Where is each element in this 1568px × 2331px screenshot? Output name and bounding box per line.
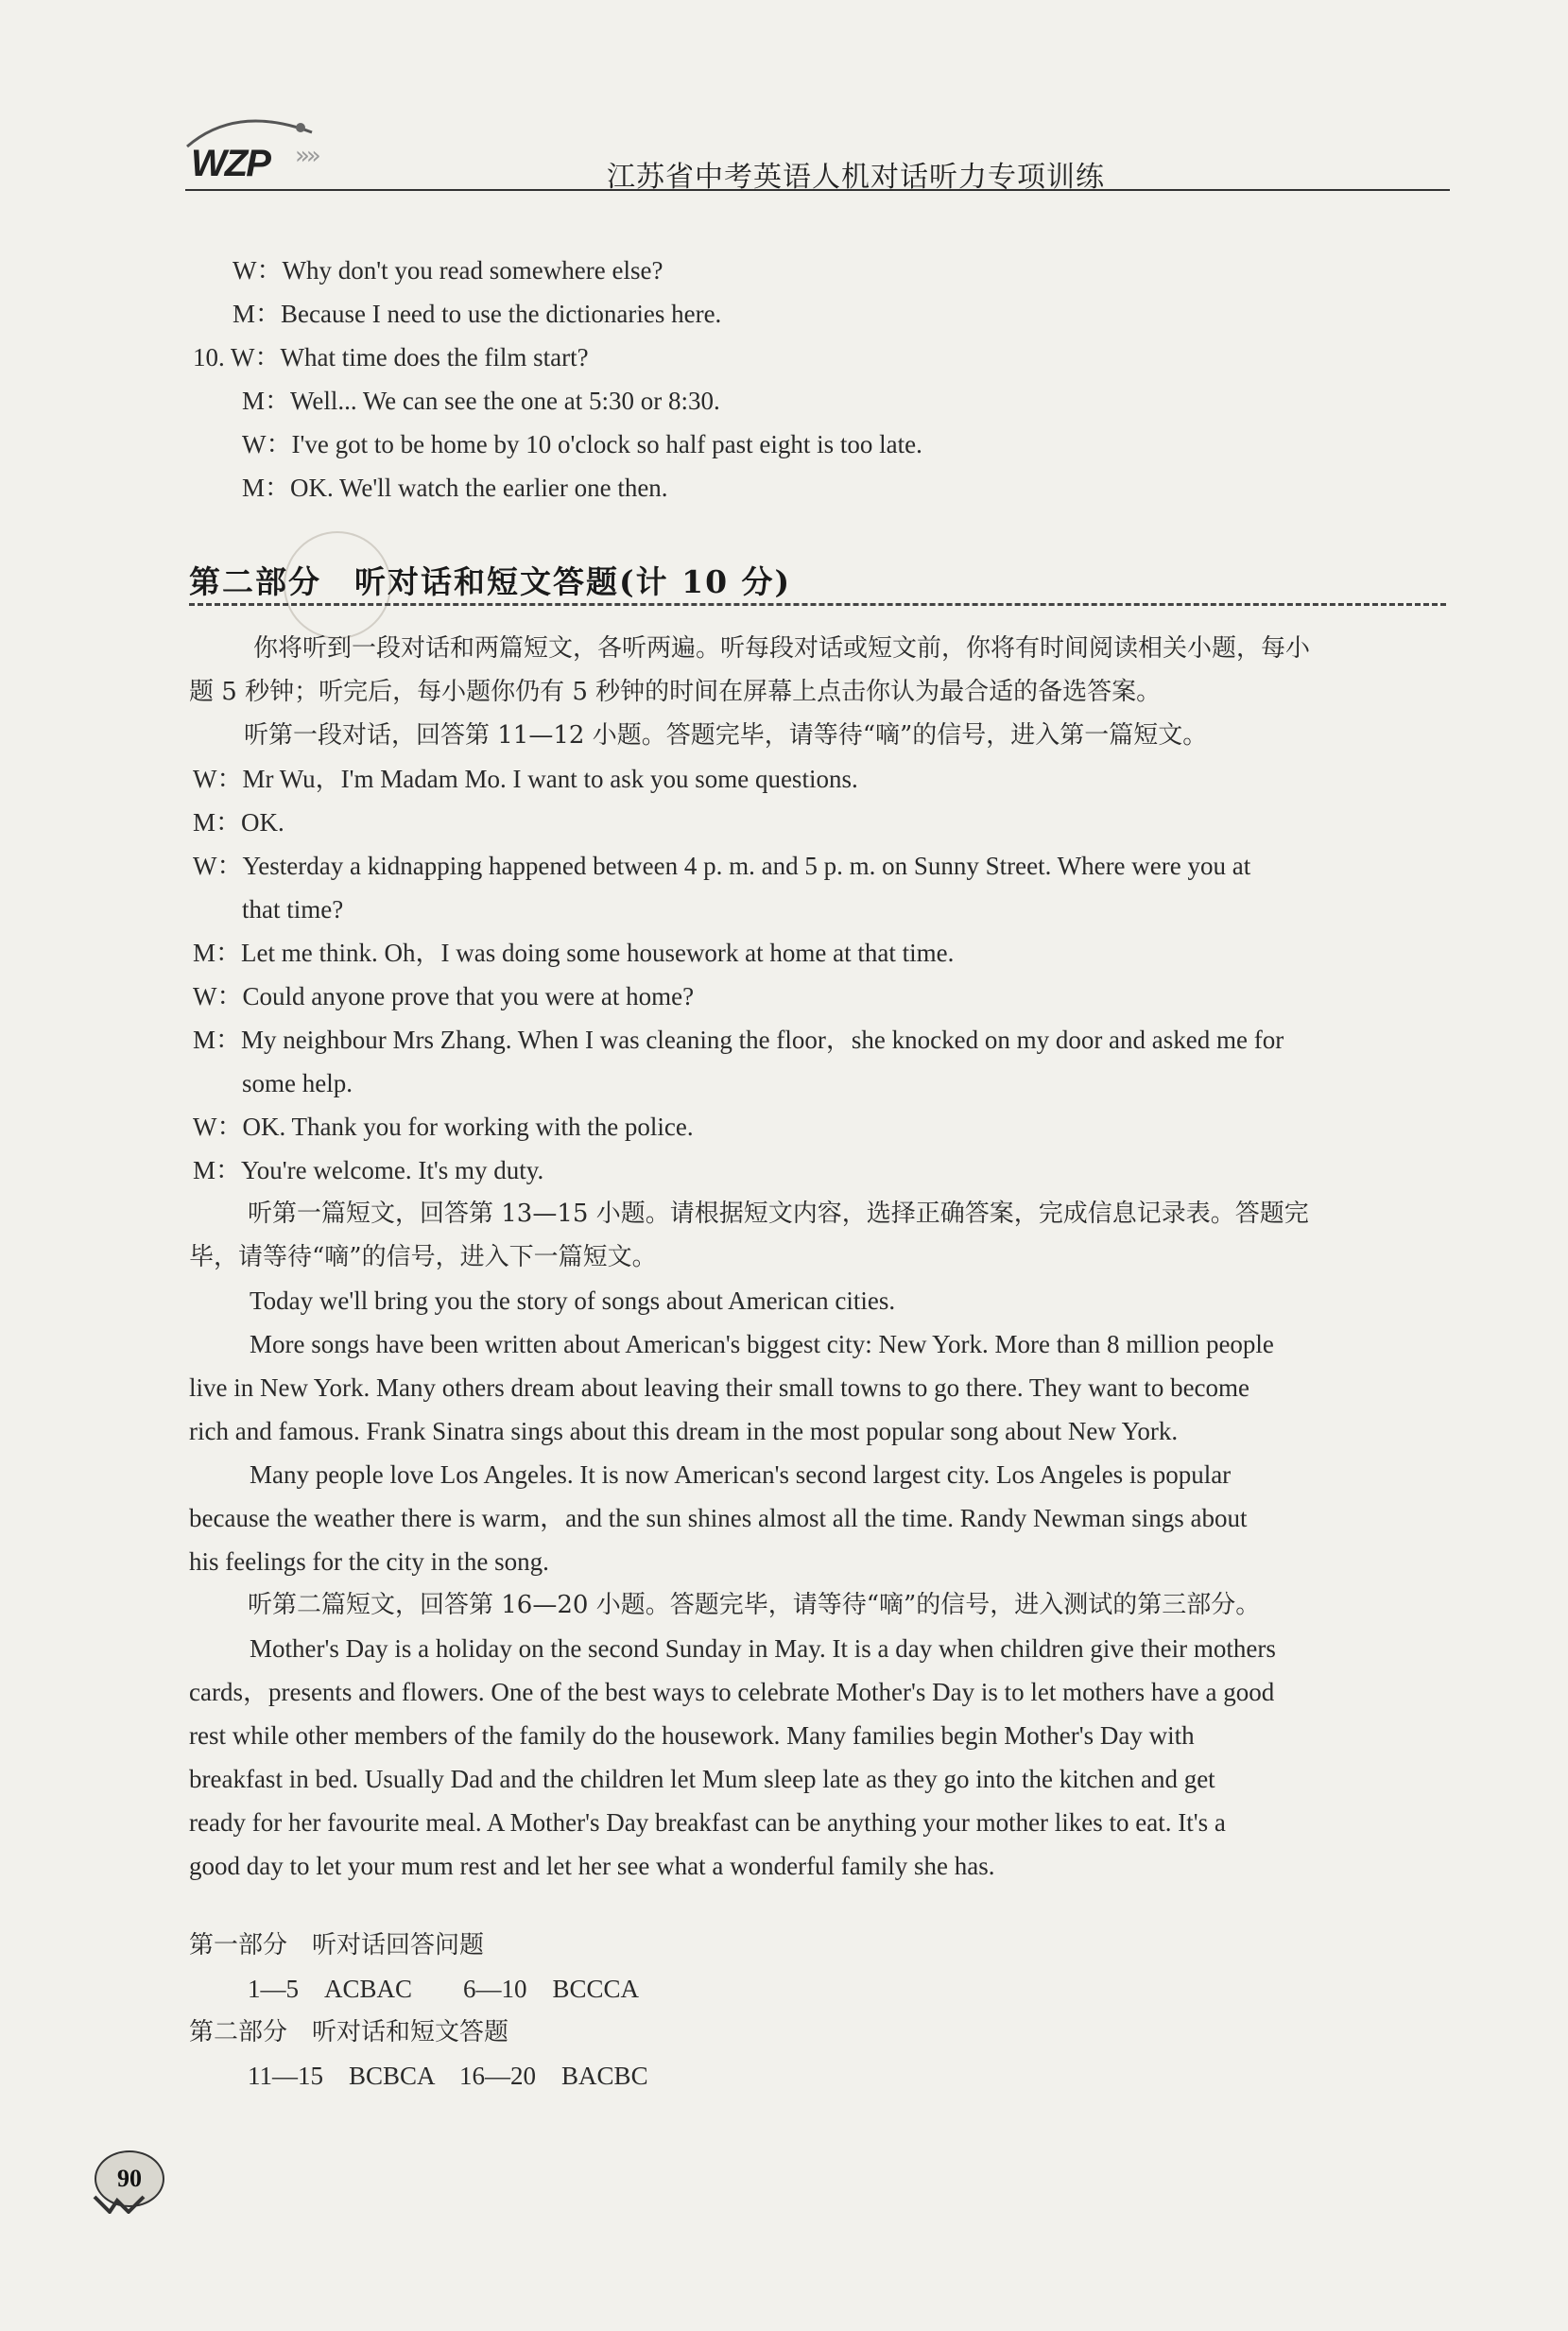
passage-line: good day to let your mum rest and let her see what a wonderful family she has. [189,1852,995,1880]
instruction-line: 听第一篇短文，回答第 13—15 小题。请根据短文内容，选择正确答案，完成信息记录表。答题完 [248,1200,1309,1228]
section-title: 第二部分 听对话和短文答题(计 10 分) [189,563,792,600]
dialogue-line: W：Why don't you read somewhere else? [233,256,663,285]
dialogue-line: M：You're welcome. It's my duty. [193,1156,544,1184]
passage-line: Many people love Los Angeles. It is now American's second largest city. Los Angeles is popular [250,1460,1232,1489]
dialogue-line: 10. W：What time does the film start? [193,343,589,371]
chevron-icon: »» [295,142,318,170]
dialogue-line: M：OK. We'll watch the earlier one then. [242,474,668,502]
dialogue-line: M：Because I need to use the dictionaries here. [233,300,722,328]
instruction-line: 听第二篇短文，回答第 16—20 小题。答题完毕，请等待“嘀”的信号，进入测试的第三部分。 [248,1591,1261,1619]
badge-leaf-icon [91,2193,147,2214]
dialogue-line: W：I've got to be home by 10 o'clock so half past eight is too late. [242,430,922,458]
passage-line: rest while other members of the family do the housework. Many families begin Mother's Day with [189,1721,1195,1750]
passage-line: cards，presents and flowers. One of the best ways to celebrate Mother's Day is to let mothers have a good [189,1678,1275,1706]
passage-line: because the weather there is warm，and the sun shines almost all the time. Randy Newman sings about [189,1504,1248,1532]
logo-text: WZP [191,143,269,184]
answer-heading: 第二部分 听对话和短文答题 [189,2018,509,2046]
answer-key: 1—5 ACBAC 6—10 BCCCA [248,1975,640,2003]
dialogue-line: M：Let me think. Oh，I was doing some housework at home at that time. [193,939,955,967]
passage-line: Mother's Day is a holiday on the second Sunday in May. It is a day when children give their mothers [250,1634,1276,1663]
dialogue-line: W：OK. Thank you for working with the police. [193,1113,694,1141]
header-divider [185,189,1450,191]
dialogue-line: that time? [242,895,344,924]
passage-line: ready for her favourite meal. A Mother's Day breakfast can be anything your mother likes to eat. It's a [189,1808,1226,1837]
answer-key: 11—15 BCBCA 16—20 BACBC [248,2062,648,2090]
passage-line: rich and famous. Frank Sinatra sings about this dream in the most popular song about New York. [189,1417,1179,1445]
instruction-line: 你将听到一段对话和两篇短文，各听两遍。听每段对话或短文前，你将有时间阅读相关小题，每小 [253,634,1311,663]
dialogue-line: W：Could anyone prove that you were at home? [193,982,695,1010]
answer-heading: 第一部分 听对话回答问题 [189,1931,485,1960]
instruction-line: 听第一段对话，回答第 11—12 小题。答题完毕，请等待“嘀”的信号，进入第一篇短文。 [244,721,1208,750]
dialogue-line: M：Well... We can see the one at 5:30 or 8:30. [242,387,720,415]
passage-line: Today we'll bring you the story of songs about American cities. [250,1286,896,1315]
instruction-line: 题 5 秒钟；听完后，每小题你仍有 5 秒钟的时间在屏幕上点击你认为最合适的备选答案。 [189,678,1162,706]
passage-line: breakfast in bed. Usually Dad and the children let Mum sleep late as they go into the kitchen and get [189,1765,1215,1793]
instruction-line: 毕，请等待“嘀”的信号，进入下一篇短文。 [189,1243,657,1271]
dialogue-line: some help. [242,1069,353,1097]
passage-line: his feelings for the city in the song. [189,1547,549,1576]
book-title: 江苏省中考英语人机对话听力专项训练 [607,161,1105,194]
section-divider [189,603,1446,606]
dialogue-line: M：OK. [193,808,284,837]
passage-line: live in New York. Many others dream about leaving their small towns to go there. They want to become [189,1373,1250,1402]
dialogue-line: M：My neighbour Mrs Zhang. When I was cleaning the floor，she knocked on my door and asked me for [193,1026,1284,1054]
dialogue-line: W：Yesterday a kidnapping happened between 4 p. m. and 5 p. m. on Sunny Street. Where were you at [193,852,1251,880]
page-number: 90 [95,2150,164,2207]
passage-line: More songs have been written about American's biggest city: New York. More than 8 million people [250,1330,1274,1358]
dialogue-line: W：Mr Wu，I'm Madam Mo. I want to ask you some questions. [193,765,858,793]
